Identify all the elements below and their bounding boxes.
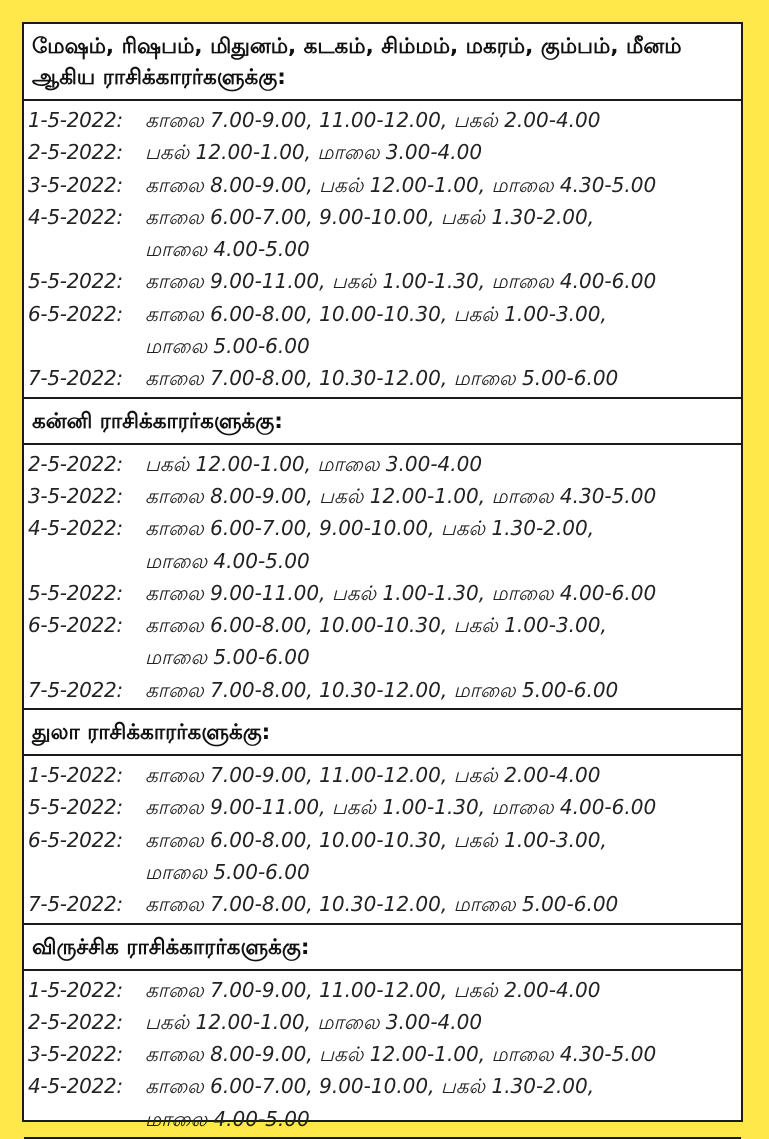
time-slot-line: காலை 6.00-8.00, 10.00-10.30, பகல் 1.00-3.00, — [145, 613, 607, 638]
time-slot-line: காலை 8.00-9.00, பகல் 12.00-1.00, மாலை 4.30-5.00 — [145, 172, 657, 197]
date-label: 1-5-2022: — [28, 763, 123, 788]
time-slot-line: மாலை 5.00-6.00 — [145, 645, 310, 670]
time-slot-line: காலை 7.00-8.00, 10.30-12.00, மாலை 5.00-6.00 — [145, 677, 619, 702]
date-row — [24, 1070, 741, 1135]
time-slot-line: காலை 7.00-9.00, 11.00-12.00, பகல் 2.00-4.00 — [145, 108, 601, 132]
date-label: 7-5-2022: — [28, 366, 123, 391]
time-slots — [145, 169, 741, 201]
time-slots — [145, 201, 741, 266]
rasi-section — [24, 710, 741, 924]
date-label: 5-5-2022: — [28, 795, 123, 820]
time-slots — [145, 104, 741, 136]
date-label: 6-5-2022: — [28, 301, 123, 326]
section-heading — [24, 710, 741, 756]
date-row — [24, 480, 741, 512]
date-row — [24, 824, 741, 889]
time-slot-line: காலை 6.00-8.00, 10.00-10.30, பகல் 1.00-3.00, — [145, 827, 607, 852]
date-row — [24, 1006, 741, 1038]
date-row — [24, 888, 741, 920]
time-slots — [145, 136, 741, 168]
rasi-section — [24, 925, 741, 1139]
time-rows — [24, 756, 741, 922]
date-row — [24, 674, 741, 706]
time-slot-line: காலை 6.00-7.00, 9.00-10.00, பகல் 1.30-2.00, — [145, 1074, 595, 1099]
date-label: 3-5-2022: — [28, 172, 123, 197]
section-heading — [24, 24, 741, 101]
date-label: 3-5-2022: — [28, 483, 123, 508]
date-row — [24, 1038, 741, 1070]
time-slots — [145, 298, 741, 363]
section-heading-line: மேஷம், ரிஷபம், மிதுனம், கடகம், சிம்மம், மகரம், கும்பம், மீனம் — [32, 34, 682, 59]
date-row — [24, 512, 741, 577]
date-label: 1-5-2022: — [28, 108, 123, 132]
time-slots — [145, 448, 741, 480]
section-heading-line: ஆகிய ராசிக்காரர்களுக்கு: — [32, 65, 286, 90]
date-row — [24, 169, 741, 201]
rasi-section — [24, 24, 741, 399]
time-slots — [145, 1006, 741, 1038]
date-label: 1-5-2022: — [28, 977, 123, 1002]
date-row — [24, 104, 741, 136]
section-heading-line: கன்னி ராசிக்காரர்களுக்கு: — [32, 408, 283, 434]
time-slots — [145, 674, 741, 706]
time-slot-line: மாலை 4.00-5.00 — [145, 548, 310, 573]
time-slot-line: காலை 7.00-8.00, 10.30-12.00, மாலை 5.00-6.00 — [145, 892, 619, 917]
section-heading — [24, 925, 741, 971]
date-row — [24, 265, 741, 297]
time-slots — [145, 824, 741, 889]
date-label: 6-5-2022: — [28, 827, 123, 852]
date-row — [24, 974, 741, 1006]
date-label: 4-5-2022: — [28, 1074, 123, 1099]
time-slots — [145, 362, 741, 394]
date-row — [24, 201, 741, 266]
time-slot-line: மாலை 5.00-6.00 — [145, 334, 310, 359]
time-slot-line: காலை 9.00-11.00, பகல் 1.00-1.30, மாலை 4.00-6.00 — [145, 269, 657, 294]
time-slots — [145, 974, 741, 1006]
date-label: 2-5-2022: — [28, 451, 123, 476]
time-slots — [145, 888, 741, 920]
date-label: 3-5-2022: — [28, 1042, 123, 1067]
time-rows — [24, 971, 741, 1137]
time-slots — [145, 791, 741, 823]
date-label: 5-5-2022: — [28, 580, 123, 605]
time-slot-line: காலை 7.00-9.00, 11.00-12.00, பகல் 2.00-4.00 — [145, 763, 601, 788]
time-slots — [145, 480, 741, 512]
time-slot-line: பகல் 12.00-1.00, மாலை 3.00-4.00 — [145, 1009, 483, 1034]
date-row — [24, 759, 741, 791]
time-rows — [24, 101, 741, 397]
section-heading-line: துலா ராசிக்காரர்களுக்கு: — [32, 720, 271, 746]
time-slot-line: காலை 6.00-8.00, 10.00-10.30, பகல் 1.00-3.00, — [145, 301, 607, 326]
time-slot-line: காலை 6.00-7.00, 9.00-10.00, பகல் 1.30-2.00, — [145, 204, 595, 229]
date-label: 7-5-2022: — [28, 892, 123, 917]
date-row — [24, 577, 741, 609]
time-slot-line: காலை 7.00-9.00, 11.00-12.00, பகல் 2.00-4.00 — [145, 977, 601, 1002]
time-slots — [145, 759, 741, 791]
time-slot-line: பகல் 12.00-1.00, மாலை 3.00-4.00 — [145, 451, 483, 476]
time-slots — [145, 512, 741, 577]
time-slots — [145, 1070, 741, 1135]
schedule-table — [22, 22, 743, 1131]
time-slots — [145, 577, 741, 609]
section-heading — [24, 399, 741, 445]
time-slot-line: காலை 8.00-9.00, பகல் 12.00-1.00, மாலை 4.30-5.00 — [145, 1042, 657, 1067]
date-row — [24, 298, 741, 363]
time-slot-line: காலை 9.00-11.00, பகல் 1.00-1.30, மாலை 4.00-6.00 — [145, 795, 657, 820]
date-row — [24, 791, 741, 823]
time-slot-line: காலை 6.00-7.00, 9.00-10.00, பகல் 1.30-2.00, — [145, 516, 595, 541]
time-rows — [24, 445, 741, 708]
date-label: 5-5-2022: — [28, 269, 123, 294]
time-slot-line: காலை 8.00-9.00, பகல் 12.00-1.00, மாலை 4.30-5.00 — [145, 483, 657, 508]
date-row — [24, 448, 741, 480]
time-slot-line: காலை 7.00-8.00, 10.30-12.00, மாலை 5.00-6.00 — [145, 366, 619, 391]
section-heading-line: விருச்சிக ராசிக்காரர்களுக்கு: — [32, 934, 310, 960]
date-label: 4-5-2022: — [28, 204, 123, 229]
time-slots — [145, 609, 741, 674]
time-slot-line: காலை 9.00-11.00, பகல் 1.00-1.30, மாலை 4.00-6.00 — [145, 580, 657, 605]
rasi-section — [24, 399, 741, 710]
time-slot-line: பகல் 12.00-1.00, மாலை 3.00-4.00 — [145, 140, 483, 165]
time-slot-line: மாலை 4.00-5.00 — [145, 1106, 310, 1131]
date-label: 7-5-2022: — [28, 677, 123, 702]
time-slots — [145, 1038, 741, 1070]
date-row — [24, 362, 741, 394]
date-label: 2-5-2022: — [28, 140, 123, 165]
date-row — [24, 609, 741, 674]
date-label: 4-5-2022: — [28, 516, 123, 541]
time-slot-line: மாலை 5.00-6.00 — [145, 859, 310, 884]
date-label: 2-5-2022: — [28, 1009, 123, 1034]
time-slots — [145, 265, 741, 297]
date-row — [24, 136, 741, 168]
time-slot-line: மாலை 4.00-5.00 — [145, 237, 310, 262]
date-label: 6-5-2022: — [28, 613, 123, 638]
